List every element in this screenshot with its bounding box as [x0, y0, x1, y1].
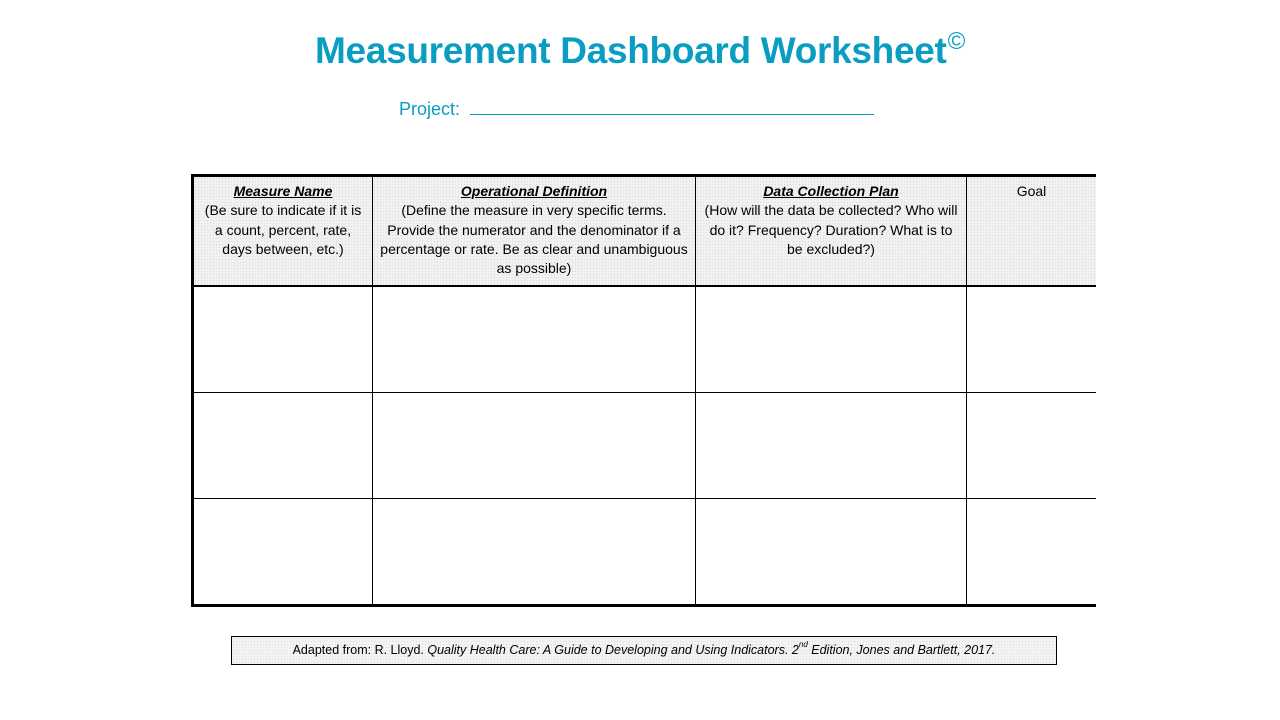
table-cell-r2-goal[interactable]	[967, 393, 1096, 499]
citation-book-title: Quality Health Care: A Guide to Developing and Using Indicators. 2	[427, 643, 799, 657]
header-heading: Measure Name	[233, 183, 333, 199]
project-blank-line[interactable]	[470, 98, 874, 115]
citation-book	[427, 640, 996, 657]
page-title	[0, 30, 1280, 72]
citation-box	[231, 636, 1057, 665]
table-cell-r3-operational-definition[interactable]	[373, 499, 696, 605]
table-cell-r3-measure-name[interactable]	[194, 499, 373, 605]
header-heading: Operational Definition	[460, 183, 608, 199]
title-text: Measurement Dashboard Worksheet	[315, 30, 947, 71]
table-cell-r1-measure-name[interactable]	[194, 287, 373, 393]
table-cell-r2-measure-name[interactable]	[194, 393, 373, 499]
table-cell-r2-operational-definition[interactable]	[373, 393, 696, 499]
header-description: (How will the data be collected? Who will do it? Frequency? Duration? What is to be excluded?)	[704, 202, 958, 257]
header-heading: Data Collection Plan	[763, 183, 899, 199]
table-cell-r2-data-collection-plan[interactable]	[696, 393, 967, 499]
header-description: (Define the measure in very specific terms. Provide the numerator and the denominator if a percentage or rate. Be as clear and unambiguous as possible)	[380, 202, 688, 277]
citation-rest: Edition, Jones and Bartlett, 2017.	[807, 643, 996, 657]
header-data-collection-plan	[696, 177, 967, 287]
citation-prefix: Adapted from: R. Lloyd.	[292, 643, 428, 657]
project-label: Project:	[399, 99, 461, 119]
header-description: Goal	[1016, 183, 1047, 199]
worksheet-table	[191, 174, 1096, 607]
header-operational-definition	[373, 177, 696, 287]
table-cell-r3-data-collection-plan[interactable]	[696, 499, 967, 605]
table-cell-r1-data-collection-plan[interactable]	[696, 287, 967, 393]
citation-superscript: nd	[798, 640, 808, 649]
table-cell-r1-goal[interactable]	[967, 287, 1096, 393]
header-goal	[967, 177, 1096, 287]
table-cell-r1-operational-definition[interactable]	[373, 287, 696, 393]
header-description: (Be sure to indicate if it is a count, percent, rate, days between, etc.)	[204, 202, 362, 257]
header-measure-name	[194, 177, 373, 287]
project-field	[399, 98, 874, 120]
table-cell-r3-goal[interactable]	[967, 499, 1096, 605]
copyright-mark: ©	[947, 28, 965, 55]
